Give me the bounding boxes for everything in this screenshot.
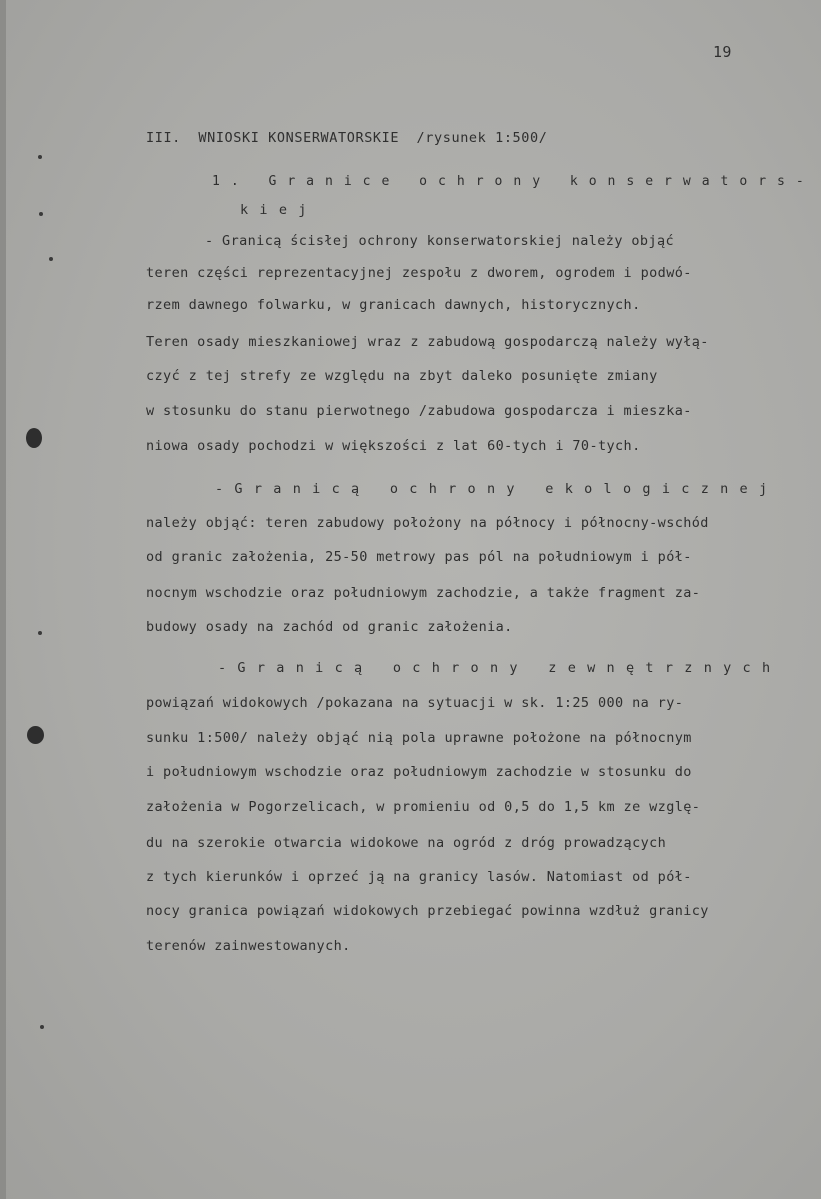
section3-text-line: du na szerokie otwarcia widokowe na ogród z dróg prowadzących [146,835,667,851]
section1-text-line: czyć z tej strefy ze względu na zbyt daleko posunięte zmiany [146,368,658,384]
section3-text-line: terenów zainwestowanych. [146,938,351,954]
margin-dot [49,257,53,261]
section3-title: -Granicą ochrony zewnętrznych [218,660,782,676]
section-heading: III. WNIOSKI KONSERWATORSKIE /rysunek 1:500/ [146,130,548,146]
section1-text-line: - Granicą ścisłej ochrony konserwatorskiej należy objąć [205,233,675,249]
page-number: 19 [713,43,732,61]
margin-dot [39,212,43,216]
section1-text-line: niowa osady pochodzi w większości z lat 60-tych i 70-tych. [146,438,641,454]
section1-title-line1: 1. Granice ochrony konserwators- [212,173,815,189]
margin-dot [40,1025,44,1029]
section2-title: -Granicą ochrony ekologicznej [215,481,779,497]
section3-text-line: sunku 1:500/ należy objąć nią pola uprawne położone na północnym [146,730,692,746]
section3-text-line: założenia w Pogorzelicach, w promieniu od 0,5 do 1,5 km ze wzglę- [146,799,701,815]
page-edge-shadow [0,0,6,1199]
section1-text-line: w stosunku do stanu pierwotnego /zabudowa gospodarcza i mieszka- [146,403,692,419]
section3-text-line: powiązań widokowych /pokazana na sytuacji w sk. 1:25 000 na ry- [146,695,684,711]
punch-hole-bottom [27,726,44,744]
section1-title-line2: kiej [240,202,318,218]
section2-text-line: nocnym wschodzie oraz południowym zachodzie, a także fragment za- [146,585,701,601]
section3-text-line: i południowym wschodzie oraz południowym zachodzie w stosunku do [146,764,692,780]
punch-hole-top [26,428,42,448]
margin-dot [38,155,42,159]
margin-dot [38,631,42,635]
section2-text-line: należy objąć: teren zabudowy położony na północy i północny-wschód [146,515,709,531]
section2-text-line: budowy osady na zachód od granic założenia. [146,619,513,635]
section1-text-line: teren części reprezentacyjnej zespołu z dworem, ogrodem i podwó- [146,265,692,281]
section3-text-line: nocy granica powiązań widokowych przebiegać powinna wzdłuż granicy [146,903,709,919]
section1-text-line: rzem dawnego folwarku, w granicach dawnych, historycznych. [146,297,641,313]
section2-text-line: od granic założenia, 25-50 metrowy pas pól na południowym i pół- [146,549,692,565]
section1-text-line: Teren osady mieszkaniowej wraz z zabudową gospodarczą należy wyłą- [146,334,709,350]
section3-text-line: z tych kierunków i oprzeć ją na granicy lasów. Natomiast od pół- [146,869,692,885]
